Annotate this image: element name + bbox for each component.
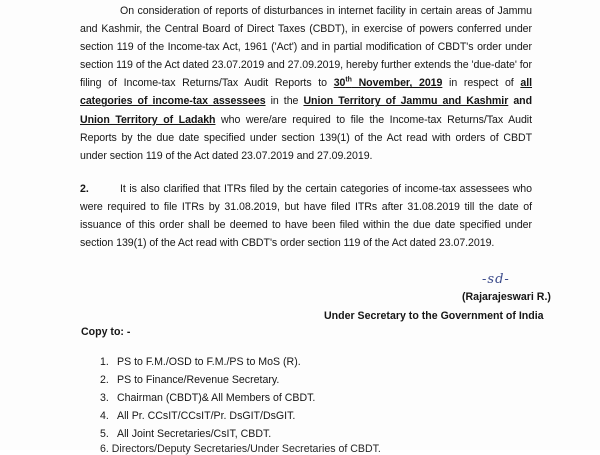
signatory-name: (Rajarajeswari R.): [462, 291, 551, 303]
list-item: 1. PS to F.M./OSD to F.M./PS to MoS (R).: [100, 356, 301, 368]
list-item-truncated: 6. Directors/Deputy Secretaries/Under Secretaries of CBDT.: [100, 443, 381, 455]
signatory-designation: Under Secretary to the Government of India: [324, 310, 544, 322]
extended-due-date: 30th November, 2019: [333, 76, 443, 90]
paragraph-1: On consideration of reports of disturbances in internet facility in certain areas of Jammu and Kashmir, the Central Board of Direct Taxes (CBDT), in exercise of powers conferred under section 119 of the Income-tax Act, 1961 ('Act') and in partial modification of CBDT's order under section 119 of the Act dated 23.07.2019 and 27.09.2019, hereby further extends the 'due-date' for filing of Income-tax Returns/Tax Audit Reports to 30th November, 2019 in respect of all categories of income-tax assessees in the Union Territory of Jammu and Kashmir and Union Territory of Ladakh who were/are required to file the Income-tax Returns/Tax Audit Reports by the due date specified under section 139(1) of the Act read with orders of CBDT under section 119 of the Act dated 23.07.2019 and 27.09.2019.: [80, 5, 533, 162]
list-item: 5. All Joint Secretaries/CsIT, CBDT.: [100, 428, 272, 440]
list-item: 2. PS to Finance/Revenue Secretary.: [100, 374, 280, 386]
ut-jammu-kashmir: Union Territory of Jammu and Kashmir: [303, 95, 509, 108]
ut-ladakh: Union Territory of Ladakh: [80, 113, 216, 126]
paragraph-2: 2. It is also clarified that ITRs filed by the certain categories of income-tax assessees who were required to file ITRs by 31.08.2019, but have filed ITRs after 31.08.2019 till the date of issuance of this order shall be deemed to have been filed within the due date specified under section 139(1) of the Act read with CBDT's order section 119 of the Act dated 23.07.2019.: [80, 180, 532, 252]
list-item: 3. Chairman (CBDT)& All Members of CBDT.: [100, 392, 316, 404]
copy-to-list: [100, 353, 315, 443]
signature-mark: -sd-: [482, 272, 510, 287]
copy-to-heading: Copy to: -: [81, 326, 131, 338]
paragraph-number: 2.: [80, 183, 89, 195]
list-item: 4. All Pr. CCsIT/CCsIT/Pr. DsGIT/DsGIT.: [100, 410, 296, 422]
assessee-categories: all categories of income-tax assessees: [80, 77, 533, 108]
